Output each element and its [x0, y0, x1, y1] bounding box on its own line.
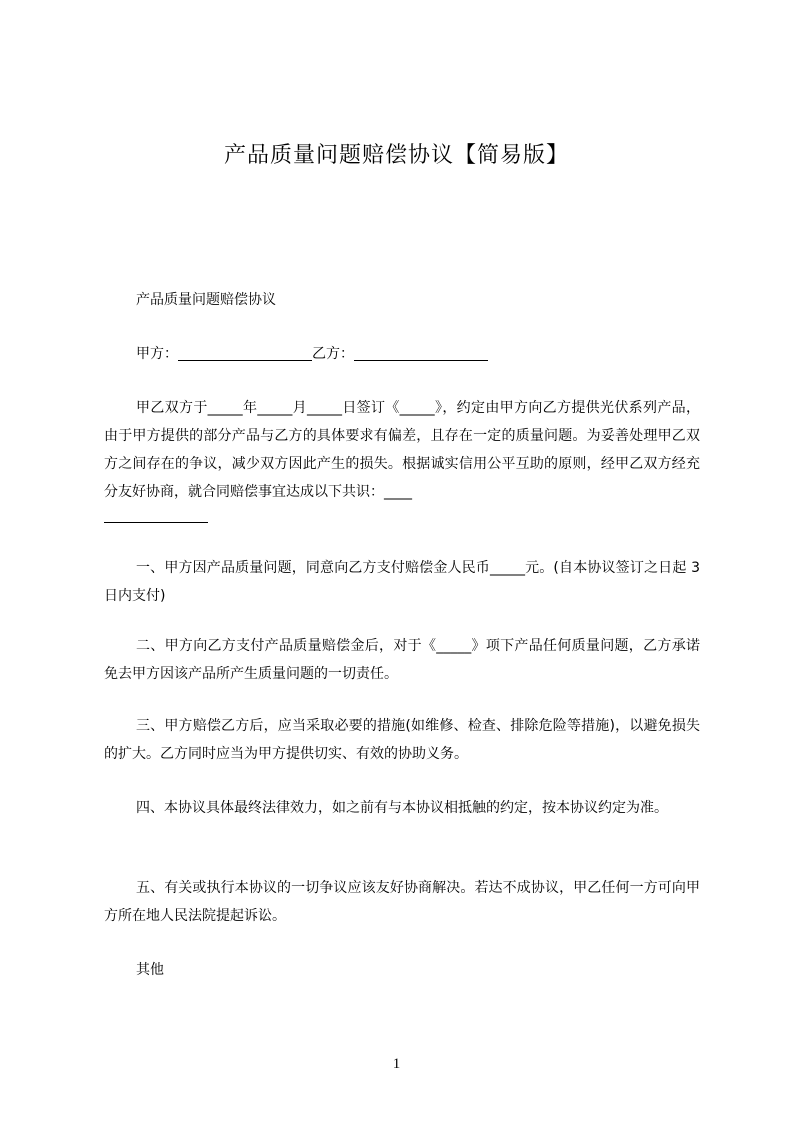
parties-line [136, 340, 488, 368]
party-b-label: 乙方： [312, 346, 354, 362]
intro-paragraph [104, 394, 700, 523]
document-title: 产品质量问题赔偿协议【简易版】 [223, 143, 569, 168]
other-heading: 其他 [136, 962, 164, 978]
page-number: 1 [392, 1056, 401, 1072]
clause-4: 四、本协议具体最终法律效力，如之前有与本协议相抵触的约定，按本协议约定为准。 [136, 800, 668, 816]
clause-1: 一、甲方因产品质量问题，同意向乙方支付赔偿金人民币_____元。(自本协议签订之日起 3 日内支付) [104, 560, 700, 604]
intro-trailing-blank [104, 506, 208, 523]
party-a-label: 甲方： [136, 346, 178, 362]
clause-2: 二、甲方向乙方支付产品质量赔偿金后，对于《_____》项下产品任何质量问题，乙方承诺免去甲方因该产品所产生质量问题的一切责任。 [104, 638, 700, 682]
clause-5: 五、有关或执行本协议的一切争议应该友好协商解决。若达不成协议，甲乙任何一方可向甲方所在地人民法院提起诉讼。 [104, 880, 700, 924]
party-b-blank [354, 344, 488, 361]
agreement-subtitle: 产品质量问题赔偿协议 [136, 292, 276, 308]
intro-text: 甲乙双方于_____年_____月_____日签订《_____》，约定由甲方向乙方提供光伏系列产品，由于甲方提供的部分产品与乙方的具体要求有偏差，且存在一定的质量问题。为妥善处理甲乙双方之间存在的争议，减少双方因此产生的损失。根据诚实信用公平互助的原则，经甲乙双方经充分友好协商，就合同赔偿事宜达成以下共识：____ [104, 400, 700, 500]
clause-3: 三、甲方赔偿乙方后，应当采取必要的措施(如维修、检查、排除危险等措施)，以避免损失的扩大。乙方同时应当为甲方提供切实、有效的协助义务。 [104, 718, 700, 762]
party-a-blank [178, 344, 312, 361]
